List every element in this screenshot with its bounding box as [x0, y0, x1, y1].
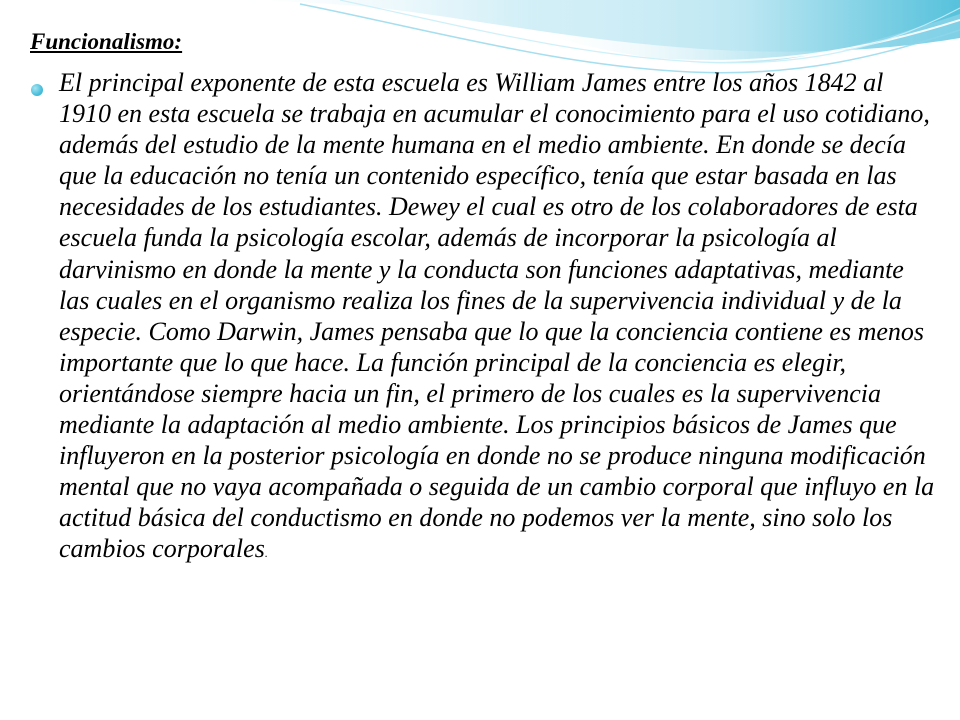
- bullet-paragraph: [59, 67, 935, 570]
- bullet-dot-icon: [31, 84, 43, 96]
- bullet-body-text: El principal exponente de esta escuela es William James entre los años 1842 al 1910 en esta escuela se trabaja en acumular el conocimiento para el uso cotidiano, además del estudio de la mente humana en el medio ambiente. En donde se decía que la educación no tenía un contenido específico, tenía que estar basada en las necesidades de los estudiantes. Dewey el cual es otro de los colaboradores de esta escuela funda la psicología escolar, además de incorporar la psicología al darvinismo en donde la mente y la conducta son funciones adaptativas, mediante las cuales en el organismo realiza los fines de la supervivencia individual y de la especie. Como Darwin, James pensaba que lo que la conciencia contiene es menos importante que lo que hace. La función principal de la conciencia es elegir, orientándose siempre hacia un fin, el primero de los cuales es la supervivencia mediante la adaptación al medio ambiente. Los principios básicos de James que influyeron en la posterior psicología en donde no se produce ninguna modificación mental que no vaya acompañada o seguida de un cambio corporal que influyo en la actitud básica del conductismo en donde no podemos ver la mente, sino solo los cambios corporales: [59, 68, 935, 564]
- bullet-item: [30, 67, 935, 570]
- end-period: .: [264, 546, 268, 561]
- slide-title: Funcionalismo:: [30, 29, 183, 54]
